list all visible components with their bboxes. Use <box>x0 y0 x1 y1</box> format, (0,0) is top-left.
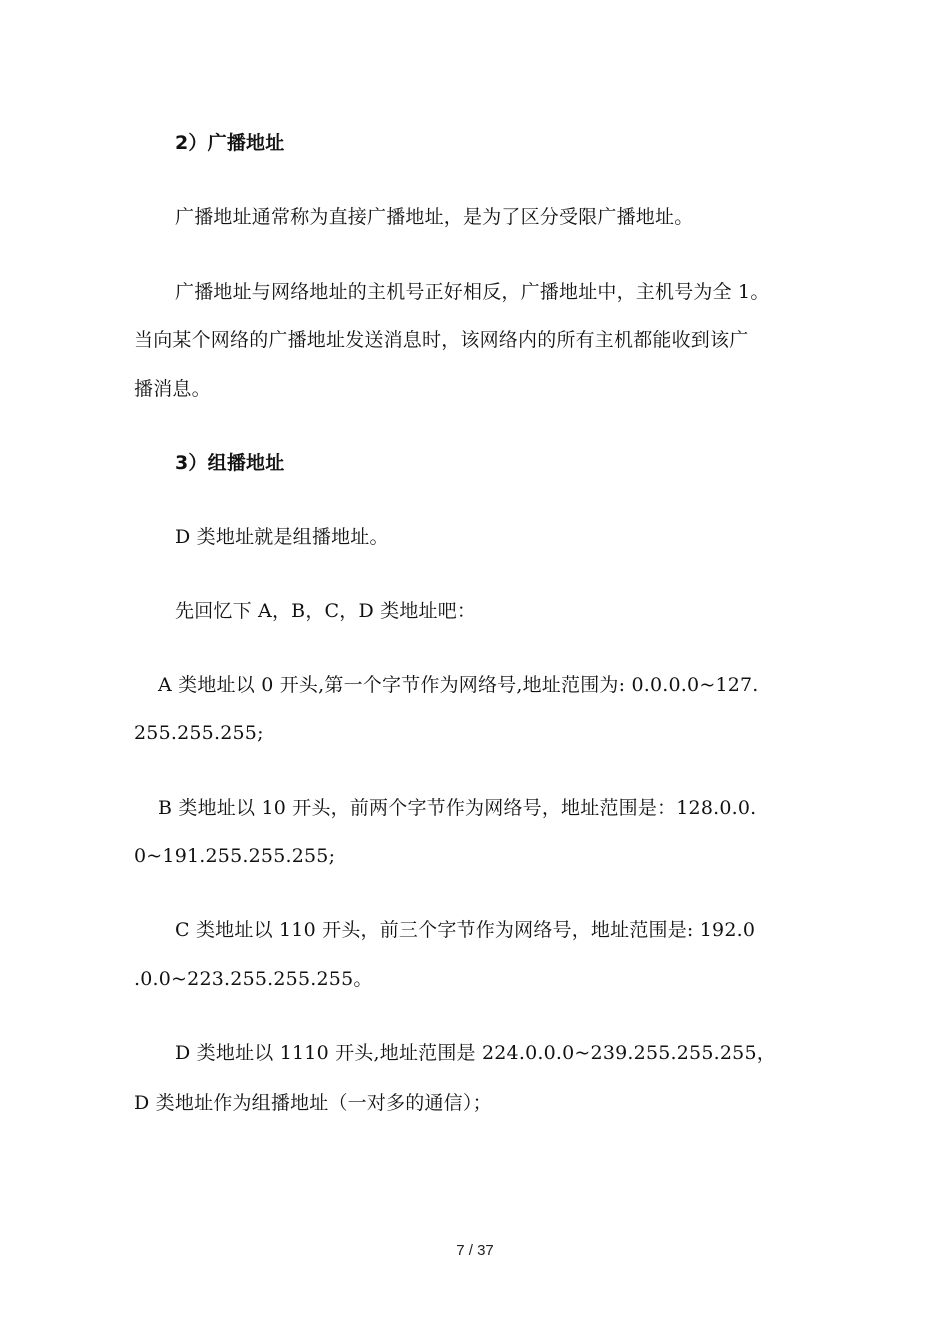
paragraph-broadcast-detail-line1: 广播地址与网络地址的主机号正好相反，广播地址中，主机号为全 1。 <box>175 281 770 303</box>
class-b-line1: B 类地址以 10 开头，前两个字节作为网络号，地址范围是：128.0.0. <box>158 797 757 819</box>
paragraph-broadcast-detail-line2: 当向某个网络的广播地址发送消息时，该网络内的所有主机都能收到该广 <box>134 329 749 351</box>
paragraph-recall-classes: 先回忆下 A，B，C，D 类地址吧： <box>175 600 477 622</box>
paragraph-broadcast-detail-line3: 播消息。 <box>134 378 211 400</box>
class-c-line1: C 类地址以 110 开头，前三个字节作为网络号，地址范围是: 192.0 <box>175 919 756 941</box>
class-a-line2: 255.255.255; <box>134 722 264 744</box>
paragraph-broadcast-definition: 广播地址通常称为直接广播地址，是为了区分受限广播地址。 <box>175 206 694 228</box>
heading-multicast-address: 3）组播地址 <box>175 452 285 474</box>
class-c-line2: .0.0~223.255.255.255。 <box>134 968 373 990</box>
class-a-line1: A 类地址以 0 开头,第一个字节作为网络号,地址范围为: 0.0.0.0~127. <box>158 674 759 696</box>
class-d-line1: D 类地址以 1110 开头,地址范围是 224.0.0.0~239.255.255.255， <box>175 1042 776 1064</box>
paragraph-class-d-multicast: D 类地址就是组播地址。 <box>175 526 389 548</box>
heading-broadcast-address: 2）广播地址 <box>175 132 285 154</box>
class-b-line2: 0~191.255.255.255; <box>134 845 336 867</box>
page-number: 7 / 37 <box>456 1242 494 1259</box>
class-d-line2: D 类地址作为组播地址（一对多的通信）； <box>134 1092 492 1114</box>
